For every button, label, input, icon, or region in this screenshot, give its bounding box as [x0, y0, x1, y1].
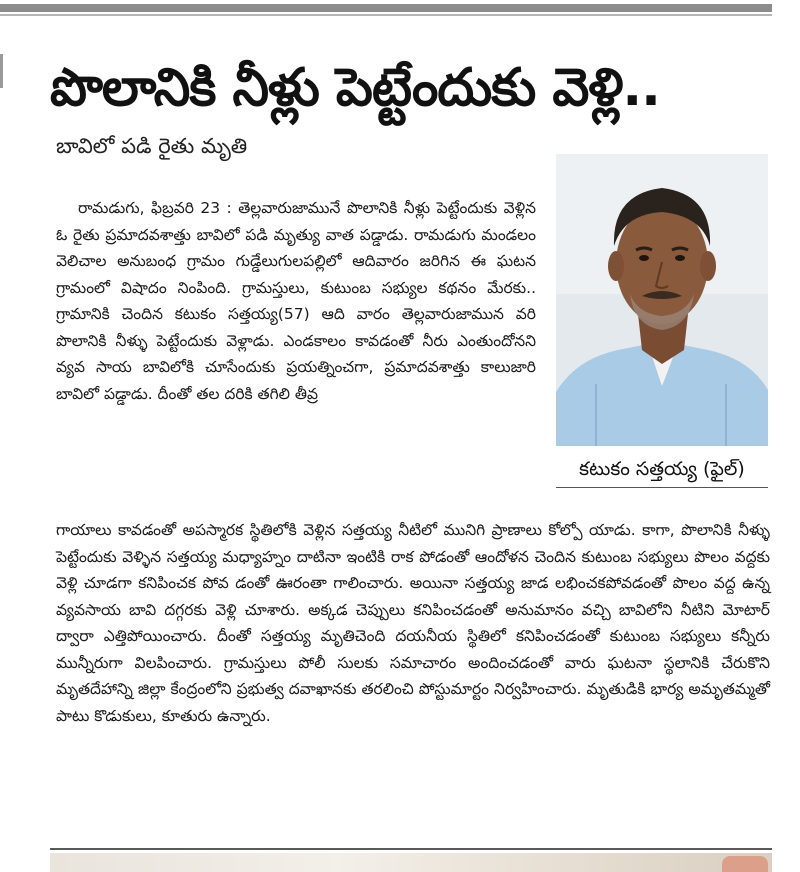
article-body-full-width: గాయాలు కావడంతో అపస్మారక స్థితిలోకి వెళ్లిన సత్తయ్య నీటిలో మునిగి ప్రాణాలు కోల్పో యాడు. కాగా, పొలానికి నీళ్ళు పెట్టేందుకు వెళ్ళిన సత్తయ్య మధ్యాహ్నం దాటినా ఇంటికి రాక పోడంతో ఆందోళన చెందిన కుటుంబ సభ్యులు పొలం వద్దకు వెళ్లి చూడగా కనిపించక పోవ డంతో ఊరంతా గాలించారు. అయినా సత్తయ్య జాడ లభించకపోవడంతో పొలం వద్ద ఉన్న వ్యవసాయ బావి దగ్గరకు వెళ్లి చూశారు. అక్కడ చెప్పులు కనిపించడంతో అనుమానం వచ్చి బావిలోని నీటిని మోటార్ ద్వారా ఎత్తిపోయించారు. దీంతో సత్తయ్య మృతిచెంది దయనీయ స్థితిలో కనిపించడంతో కుటుంబ సభ్యులు కన్నీరు మున్నీరుగా విలపించారు. గ్రామస్తులు పోలీ సులకు సమాచారం అందించడంతో వారు ఘటనా స్థలానికి చేరుకొని మృతదేహాన్ని జిల్లా కేంద్రంలోని ప్రభుత్వ దవాఖానకు తరలించి పోస్టుమార్టం నిర్వహించారు. మృతుడికి భార్య అమృతమ్మతో పాటు కొడుకులు, కూతురు ఉన్నారు.: [56, 521, 770, 725]
next-article-image-edge: [722, 856, 768, 872]
bottom-rule: [50, 848, 772, 850]
left-edge-mark: [0, 54, 3, 88]
article-body-column: రామడుగు, ఫిబ్రవరి 23 : తెల్లవారుజామునే పొలానికి నీళ్లు పెట్టేందుకు వెళ్లిన ఓ రైతు ప్రమాదవశాత్తు బావిలో పడి మృత్యు వాత పడ్డాడు. రామడుగు మండలం వెలిచాల అనుబంధ గ్రామం గుడ్డేలుగులపల్లిలో ఆదివారం జరిగిన ఈ ఘటన గ్రామంలో విషాదం నింపింది. గ్రామస్తులు, కుటుంబ సభ్యుల కథనం మేరకు.. గ్రామానికి చెందిన కటుకం సత్తయ్య(57) ఆది వారం తెల్లవారుజామున వరి పొలానికి నీళ్ళు పెట్టేందుకు వెళ్లాడు. ఎండకాలం కావడంతో నీరు ఎంతుందోనని వ్యవ సాయ బావిలోకి చూసేందుకు ప్రయత్నించగా, ప్రమాదవశాత్తు కాలుజారి బావిలో పడ్డాడు. దీంతో తల దరికి తగిలి తీవ్ర: [56, 199, 536, 403]
subheadline: బావిలో పడి రైతు మృతి: [56, 134, 248, 158]
headline: పొలానికి నీళ్లు పెట్టేందుకు వెళ్లి..: [50, 58, 660, 118]
farmer-photo: [556, 154, 768, 446]
next-article-strip: [50, 853, 772, 872]
photo-caption: కటుకం సత్తయ్య (ఫైల్): [579, 458, 745, 480]
top-rule-thin: [0, 14, 772, 16]
caption-underline: [556, 487, 768, 488]
top-rule: [0, 4, 772, 12]
